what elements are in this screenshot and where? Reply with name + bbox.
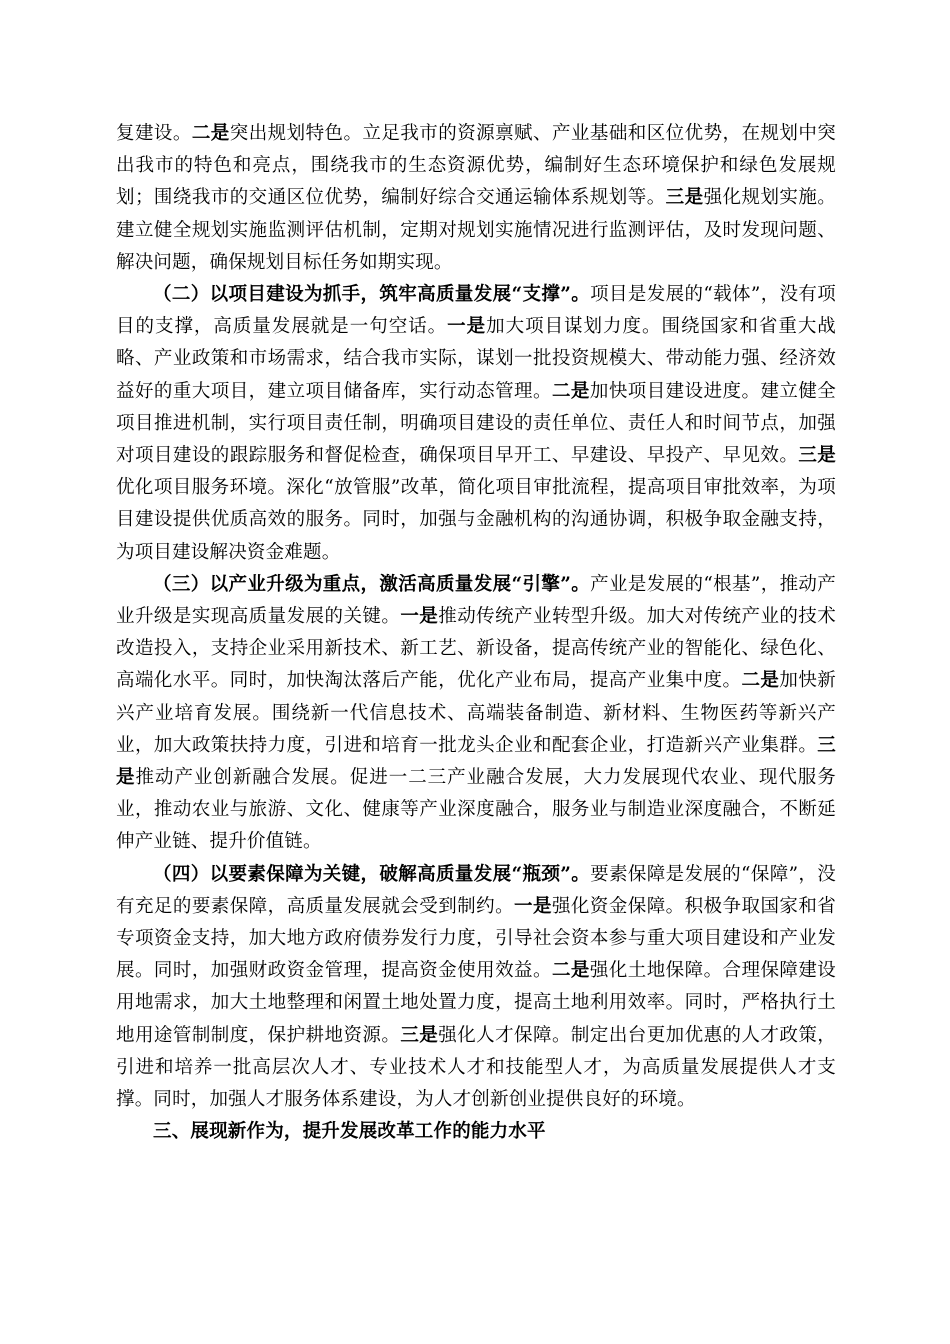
- text-run: 优化项目服务环境。深化“放管服”改革，简化项目审批流程，提高项目审批效率，为项目建设提供优质高效的服务。同时，加强与金融机构的沟通协调，积极争取金融支持，为项目建设解决资金难题。: [116, 477, 836, 563]
- bold-marker: 三是: [116, 734, 836, 789]
- text-run: 推动产业创新融合发展。促进一二三产业融合发展，大力发展现代农业、现代服务业，推动农业与旅游、文化、健康等产业深度融合，服务业与制造业深度融合，不断延伸产业链、提升价值链。: [116, 767, 836, 853]
- text-run: 强化规划实施。建立健全规划实施监测评估机制，定期对规划实施情况进行监测评估，及时发现问题、解决问题，确保规划目标任务如期实现。: [116, 187, 836, 273]
- bold-marker: 三是: [798, 445, 836, 467]
- bold-marker: 三是: [665, 187, 704, 209]
- text-run: 产业是发展的“根基”，推动产业升级是实现高质量发展的关键。: [116, 573, 837, 628]
- bold-marker: 二是: [551, 960, 590, 982]
- subsection-title: （二）以项目建设为抓手，筑牢高质量发展“支撑”。: [153, 284, 591, 306]
- text-run: 复建设。: [116, 123, 192, 144]
- bold-marker: 二是: [551, 380, 590, 402]
- bold-marker: 一是: [514, 895, 552, 917]
- subsection-title: （四）以要素保障为关键，破解高质量发展“瓶颈”。: [153, 863, 591, 885]
- text-run: 加大项目谋划力度。围绕国家和省重大战略、产业政策和市场需求，结合我市实际，谋划一批投资规模大、带动能力强、经济效益好的重大项目，建立项目储备库，实行动态管理。: [116, 316, 837, 402]
- text-run: 突出规划特色。立足我市的资源禀赋、产业基础和区位优势，在规划中突出我市的特色和亮点，围绕我市的生态资源优势，编制好生态环境保护和绿色发展规划；围绕我市的交通区位优势，编制好综合交通运输体系规划等。: [116, 123, 837, 209]
- bold-marker: 一是: [400, 606, 439, 628]
- text-run: 要素保障是发展的“保障”，没有充足的要素保障，高质量发展就会受到制约。: [116, 863, 837, 917]
- text-run: 强化人才保障。制定出台更加优惠的人才政策，引进和培养一批高层次人才、专业技术人才和技能型人才，为高质量发展提供人才支撑。同时，加强人才服务体系建设，为人才创新创业提供良好的环境。: [116, 1024, 837, 1111]
- bold-marker: 二是: [191, 123, 230, 144]
- text-run: 推动传统产业转型升级。加大对传统产业的技术改造投入，支持企业采用新技术、新工艺、新设备，提高传统产业的智能化、绿色化、高端化水平。同时，加快淘汰落后产能，优化产业布局，提高产业集中度。: [116, 606, 837, 692]
- document-page: [116, 118, 836, 1149]
- bold-marker: 二是: [741, 670, 780, 692]
- text-run: 项目是发展的“载体”，没有项目的支撑，高质量发展就是一句空话。: [116, 284, 837, 338]
- subsection-title: （三）以产业升级为重点，激活高质量发展“引擎”。: [153, 573, 591, 595]
- text-run: 强化资金保障。积极争取国家和省专项资金支持，加大地方政府债券发行力度，引导社会资本参与重大项目建设和产业发展。同时，加强财政资金管理，提高资金使用效益。: [116, 895, 837, 982]
- paragraph-planning-continued: [116, 118, 836, 279]
- text-run: 强化土地保障。合理保障建设用地需求，加大土地整理和闲置土地处置力度，提高土地利用效率。同时，严格执行土地用途管制制度，保护耕地资源。: [116, 960, 837, 1046]
- paragraph-project-construction: [116, 279, 836, 569]
- paragraph-industrial-upgrade: [116, 569, 836, 859]
- bold-marker: 三是: [400, 1024, 439, 1046]
- text-run: 加快新兴产业培育发展。围绕新一代信息技术、高端装备制造、新材料、生物医药等新兴产业，加大政策扶持力度，引进和培育一批龙头企业和配套企业，打造新兴产业集群。: [116, 670, 836, 756]
- text-run: 加快项目建设进度。建立健全项目推进机制，实行项目责任制，明确项目建设的责任单位、责任人和时间节点，加强对项目建设的跟踪服务和督促检查，确保项目早开工、早建设、早投产、早见效。: [116, 380, 837, 467]
- bold-marker: 一是: [447, 316, 487, 338]
- section-heading: 三、展现新作为，提升发展改革工作的能力水平: [153, 1121, 546, 1143]
- paragraph-factor-guarantee: [116, 859, 836, 1117]
